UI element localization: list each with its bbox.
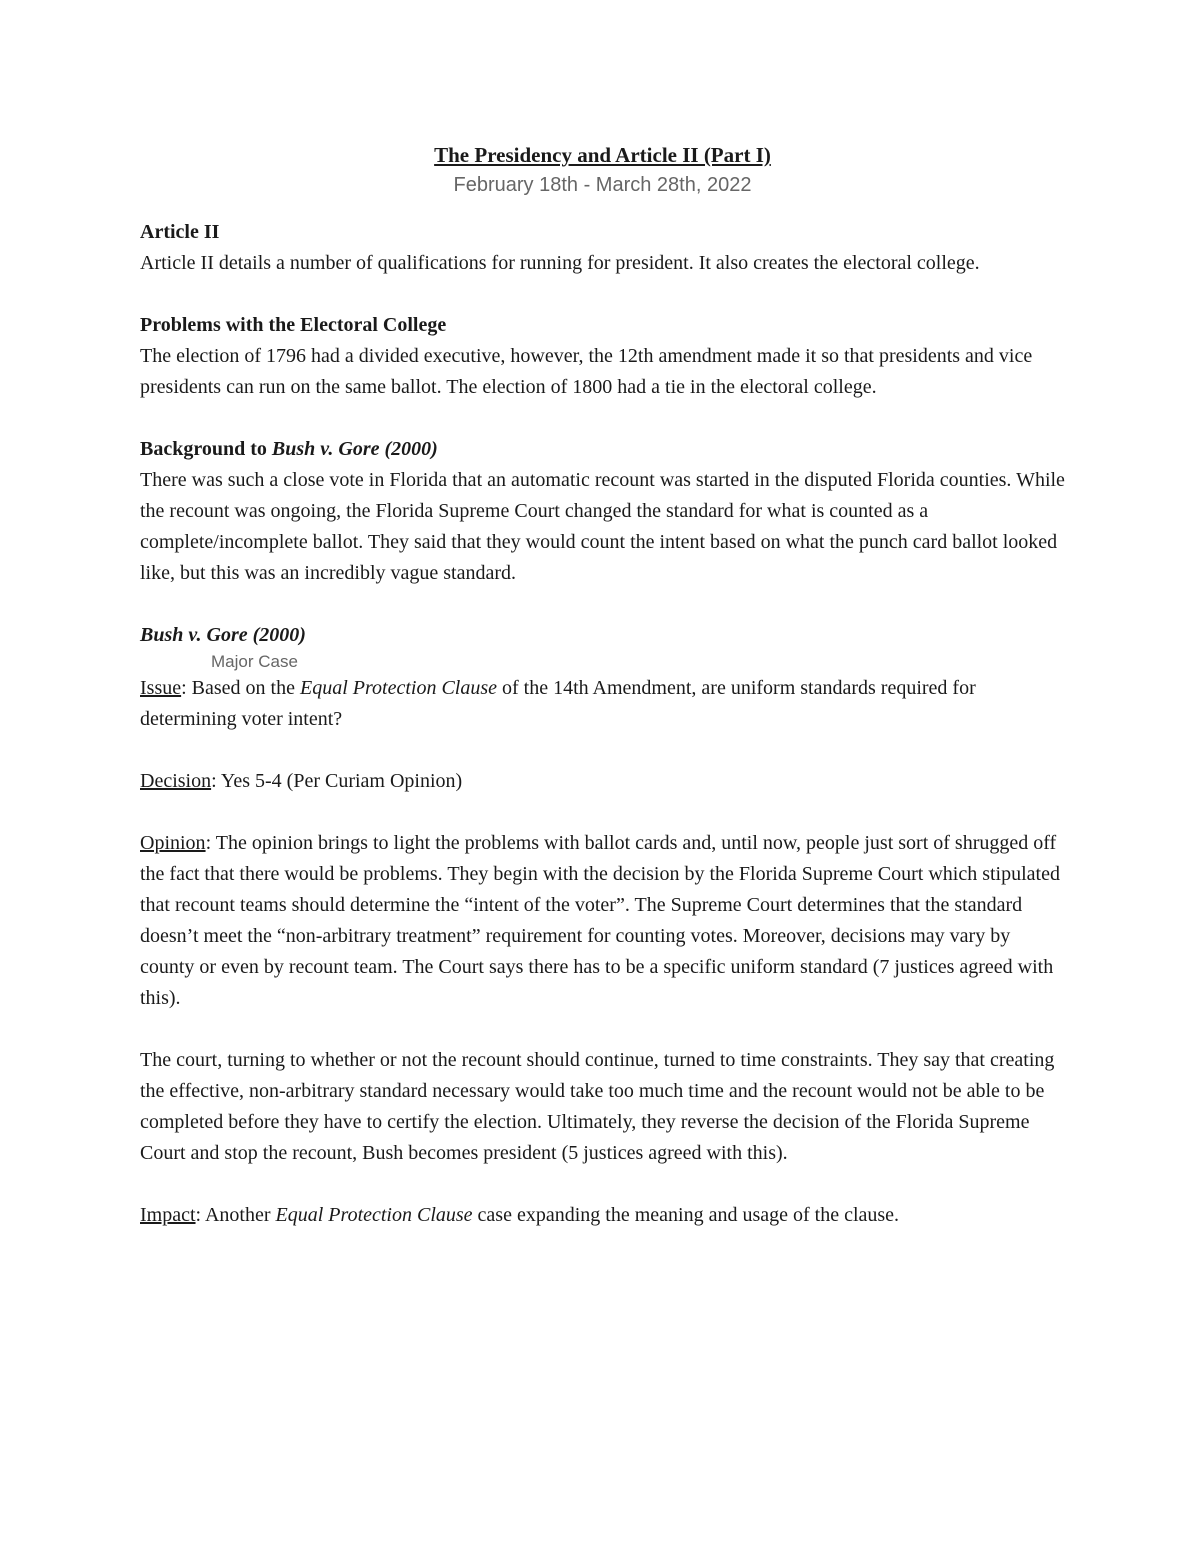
spacer: [140, 279, 1065, 310]
opinion-paragraph: [140, 828, 1065, 1014]
decision-paragraph: [140, 766, 1065, 797]
background-heading-prefix: Background to: [140, 438, 272, 460]
document-title: The Presidency and Article II (Part I): [434, 143, 771, 167]
court-paragraph: The court, turning to whether or not the recount should continue, turned to time constraints. They say that creating the effective, non-arbitrary standard necessary would take too much time and the recount would not be able to be completed before they have to certify the election. Ultimately, they reverse the decision of the Florida Supreme Court and stop the recount, Bush becomes president (5 justices agreed with this).: [140, 1049, 1055, 1164]
spacer: [140, 589, 1065, 620]
opinion-text: : The opinion brings to light the problems with ballot cards and, until now, people just sort of shrugged off the fact that there would be problems. They begin with the decision by the Florida Supreme Court which stipulated that recount teams should determine the “intent of the voter”. The Supreme Court determines that the standard doesn’t meet the “non-arbitrary treatment” requirement for counting votes. Moreover, decisions may vary by county or even by recount team. The Court says there has to be a specific uniform standard (7 justices agreed with this).: [140, 832, 1060, 1009]
spacer: [140, 1014, 1065, 1045]
spacer: [140, 735, 1065, 766]
background-heading: [140, 434, 1065, 465]
case-subtitle: Major Case: [211, 652, 298, 671]
problems-body: The election of 1796 had a divided executive, however, the 12th amendment made it so that presidents and vice presidents can run on the same ballot. The election of 1800 had a tie in the electoral college.: [140, 345, 1033, 398]
case-heading: Bush v. Gore (2000): [140, 624, 306, 646]
impact-paragraph: [140, 1200, 1065, 1231]
decision-label: Decision: [140, 770, 212, 792]
article-ii-body: Article II details a number of qualifications for running for president. It also creates the electoral college.: [140, 252, 980, 274]
issue-paragraph: [140, 673, 1065, 735]
issue-text-after: of the 14th Amendment, are uniform standards required for determining voter intent?: [140, 677, 976, 730]
article-ii-heading: Article II: [140, 221, 220, 243]
issue-label: Issue: [140, 677, 182, 699]
background-heading-case: Bush v. Gore (2000): [271, 438, 438, 460]
decision-text: : Yes 5-4 (Per Curiam Opinion): [211, 770, 463, 792]
background-body: There was such a close vote in Florida that an automatic recount was started in the disputed Florida counties. While the recount was ongoing, the Florida Supreme Court changed the standard for what is counted as a complete/incomplete ballot. They said that they would count the intent based on what the punch card ballot looked like, but this was an incredibly vague standard.: [140, 469, 1065, 584]
impact-label: Impact: [140, 1204, 196, 1226]
impact-clause: Equal Protection Clause: [275, 1204, 473, 1226]
opinion-label: Opinion: [140, 832, 206, 854]
spacer: [140, 403, 1065, 434]
problems-heading: Problems with the Electoral College: [140, 314, 447, 336]
impact-text-before: : Another: [195, 1204, 276, 1226]
impact-text-after: case expanding the meaning and usage of the clause.: [472, 1204, 900, 1226]
issue-clause: Equal Protection Clause: [299, 677, 497, 699]
spacer: [140, 1169, 1065, 1200]
document-date: February 18th - March 28th, 2022: [453, 174, 752, 196]
document-page: [140, 140, 1065, 1231]
spacer: [140, 797, 1065, 828]
issue-text-before: : Based on the: [181, 677, 300, 699]
